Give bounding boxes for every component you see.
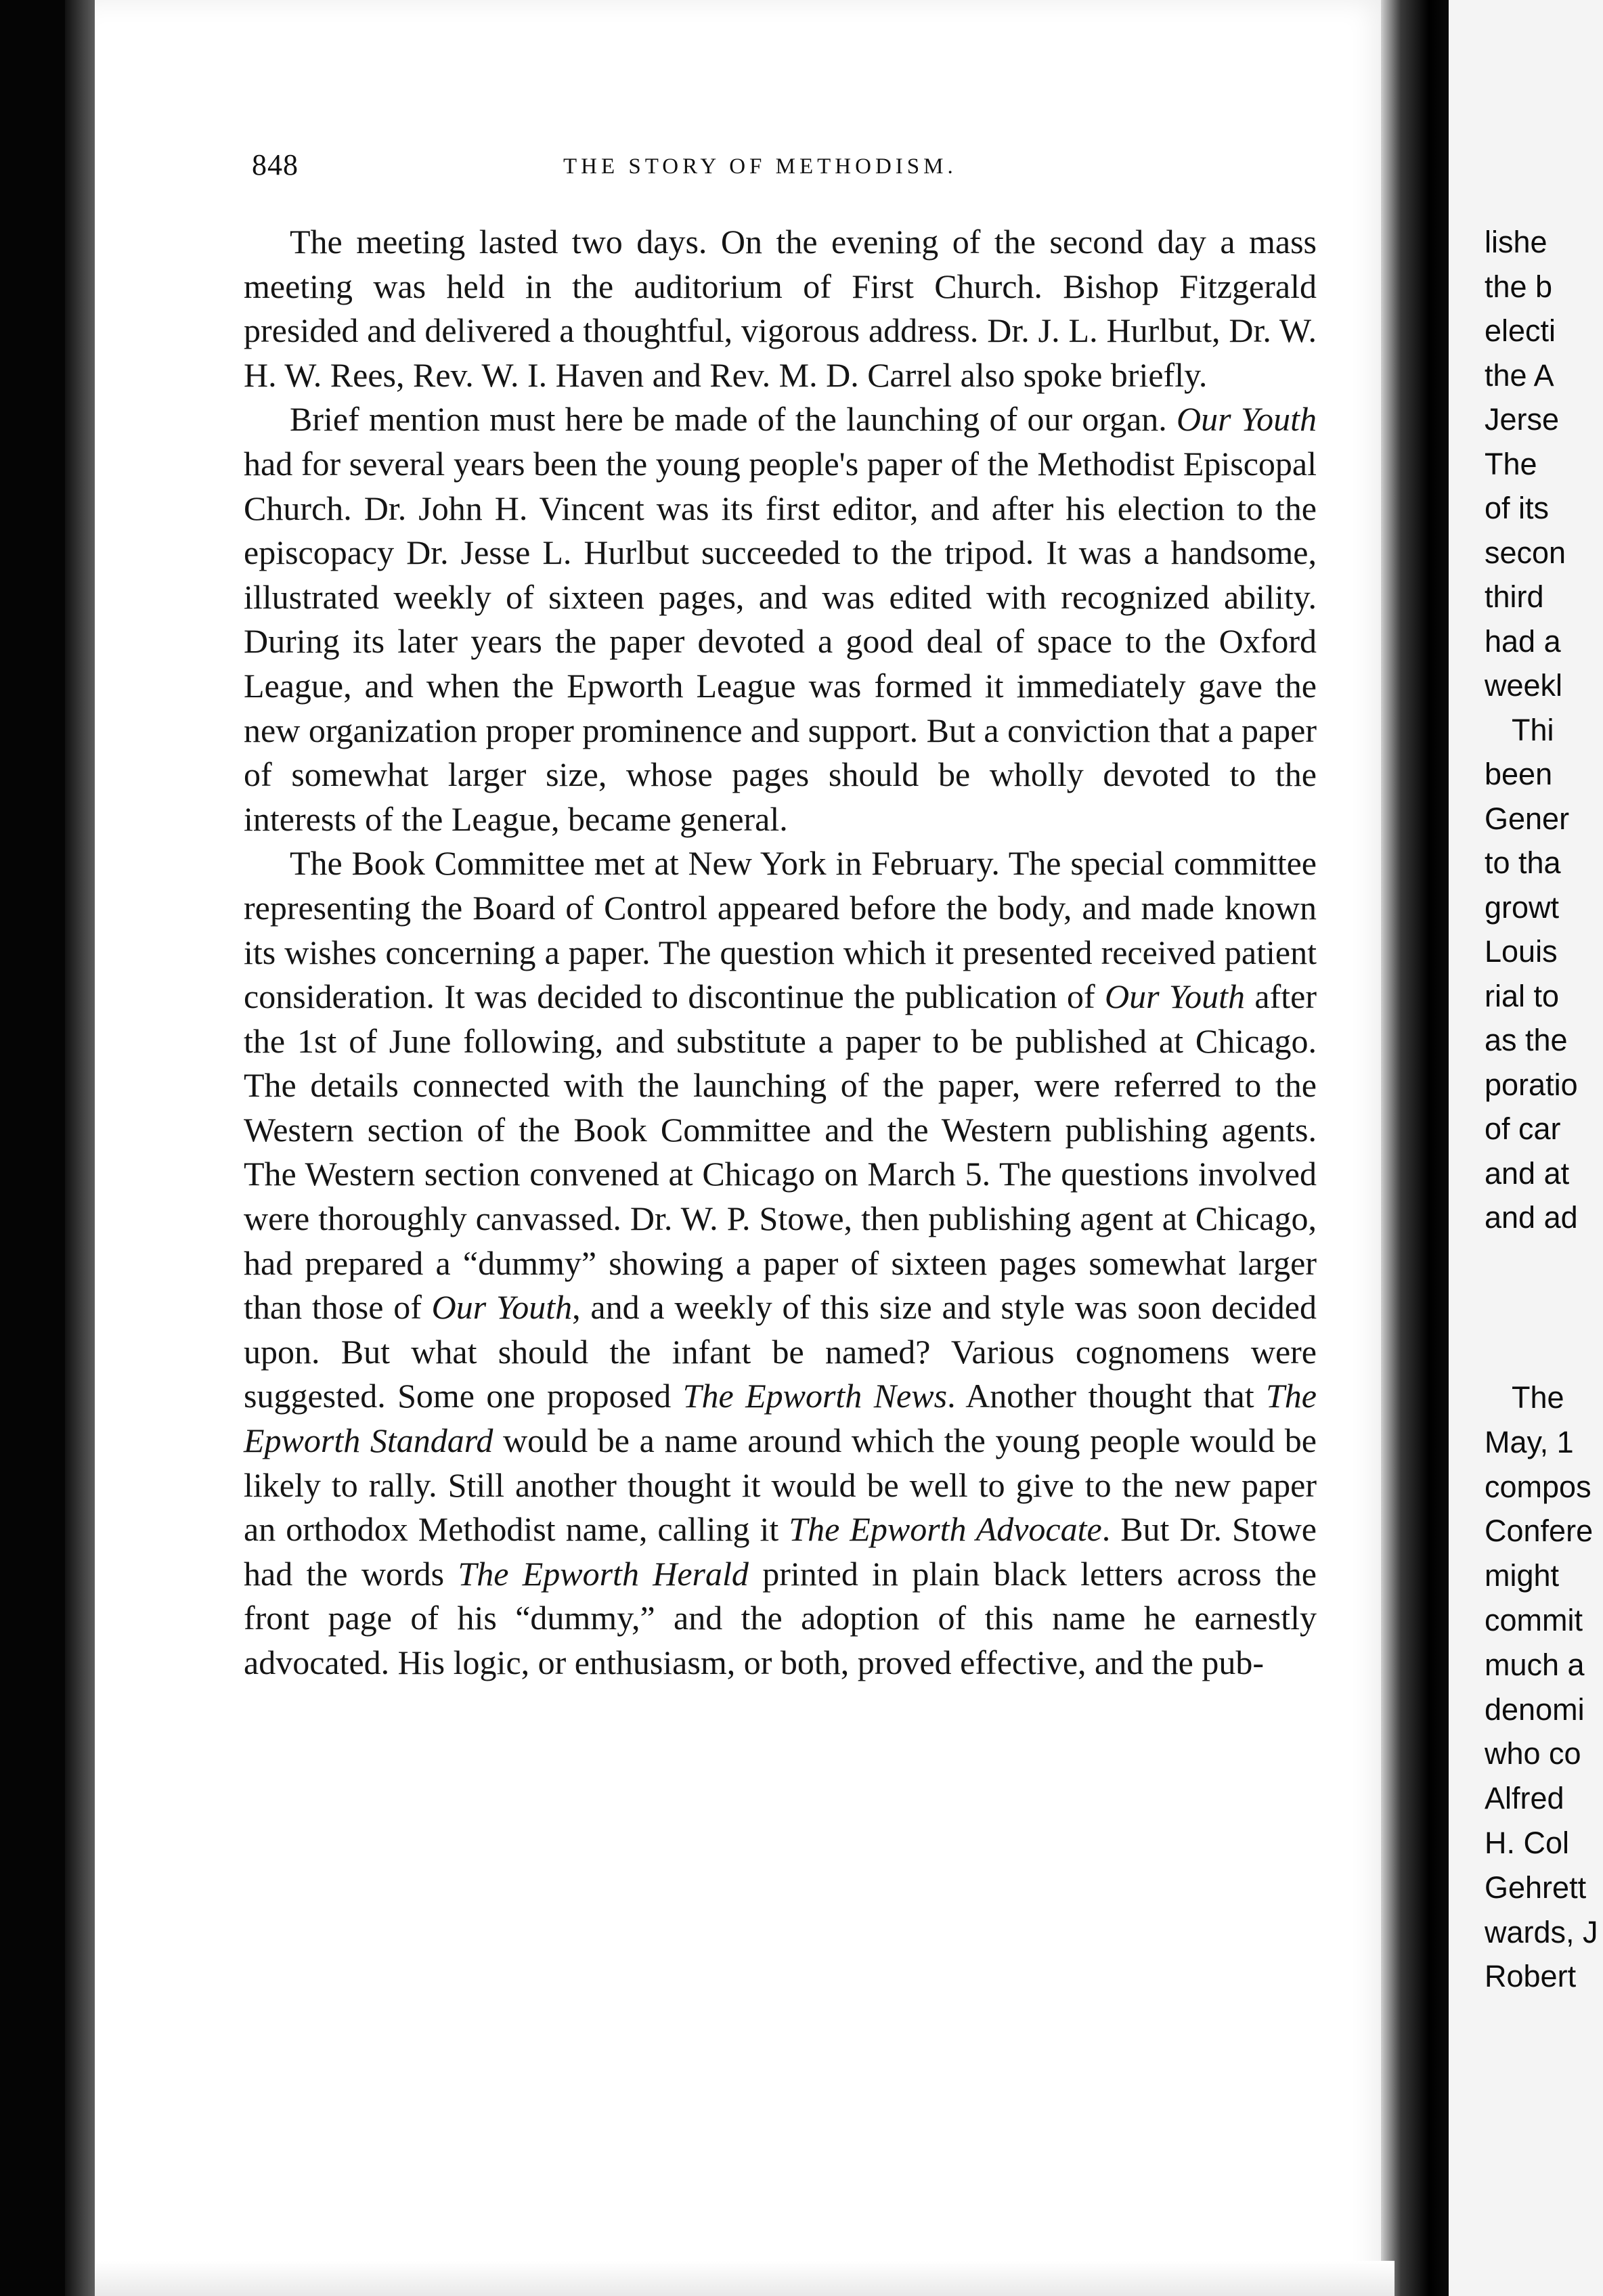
right-page-text-lower [1485,1375,1603,1999]
italic-title: Our Youth [1105,977,1246,1016]
right-page-line: commit [1485,1602,1583,1637]
right-page-line: Gehrett [1485,1870,1587,1905]
right-page-line: Confere [1485,1514,1594,1549]
right-page-line: lishe [1485,225,1547,259]
right-page-line: of its [1485,491,1550,525]
page-header [252,148,1321,188]
paragraph-2 [244,397,1317,841]
right-page-line: Gener [1485,801,1570,836]
paragraph-1 [244,220,1317,397]
right-page-line: May, 1 [1485,1424,1574,1459]
italic-title: The Epworth Standard [244,1377,1317,1460]
running-head: THE STORY OF METHODISM. [563,154,957,179]
italic-title: The Epworth Advocate [789,1510,1102,1549]
right-page-line: third [1485,579,1544,614]
right-page-line: weekl [1485,668,1563,703]
right-page-line: The [1485,446,1537,481]
italic-title: Our Youth [1177,400,1317,439]
italic-title: The Epworth Herald [458,1554,749,1593]
right-page-line: Jerse [1485,402,1560,437]
right-page-text-upper [1485,220,1603,1240]
right-page-line: poratio [1485,1067,1578,1102]
right-page-line: Thi [1512,712,1554,747]
text-run: would be a name around which the young people would be likely to rally. Still another thought it would be well to give to the new paper an orthodox Methodist name, calling it [244,1421,1317,1549]
right-page-line: been [1485,757,1553,791]
right-page-line: who co [1485,1736,1581,1771]
italic-title: The Epworth News [682,1377,948,1415]
paragraph-3 [244,841,1317,1685]
text-run: . But Dr. Stowe had the words [244,1510,1317,1593]
text-run: had for several years been the young people's paper of the Methodist Episcopal Church. Dr. John H. Vincent was its first editor, and after his election to the episcopacy Dr. Jesse L. Hurlbut succeeded to the tripod. It was a handsome, illustrated weekly of sixteen pages, and was edited with recognized ability. During its later years the paper devoted a good deal of space to the Oxford League, and when the Epworth League was formed it immediately gave the new organization proper prominence and support. But a conviction that a paper of somewhat larger size, whose pages should be wholly devoted to the interests of the League, became general. [244,444,1317,838]
text-run: after the 1st of June following, and substitute a paper to be published at Chicago. The details connected with the launching of the paper, were referred to the Western section of the Book Committee and the Western publishing agents. The Western section convened at Chicago on March 5. The questions involved were thoroughly canvassed. Dr. W. P. Stowe, then publishing agent at Chicago, had prepared a “dummy” showing a paper of sixteen pages somewhat larger than those of [244,977,1317,1327]
right-page-line: The [1512,1380,1564,1415]
right-page-line: much a [1485,1647,1585,1682]
right-page-line: the b [1485,269,1553,304]
page-bottom-shadow [95,2261,1395,2296]
scan-left-edge [0,0,95,2296]
right-page-line: of car [1485,1111,1561,1146]
text-run: Brief mention must here be made of the launching of our organ. [290,400,1177,439]
italic-title: Our Youth [431,1288,573,1327]
right-page-line: electi [1485,313,1556,348]
right-page-line: and at [1485,1155,1570,1191]
right-page-line: Alfred [1485,1781,1564,1816]
right-page-line: Robert [1485,1959,1577,1994]
right-page-line: wards, J [1485,1914,1598,1949]
right-page-line: growt [1485,889,1560,925]
right-page-line: H. Col [1485,1825,1570,1860]
text-run: , and a weekly of this size and style was soon decided upon. But what should the infant be named? Various cognomens were suggested. Some one proposed [244,1288,1317,1415]
body-text [244,220,1317,1685]
page-number: 848 [252,148,299,181]
right-page-line: and ad [1485,1200,1578,1235]
right-page-line: to tha [1485,845,1561,880]
right-page-line: rial to [1485,978,1560,1013]
right-page-line: as the [1485,1023,1568,1057]
right-page-line: might [1485,1558,1560,1593]
text-run: printed in plain black letters across the front page of his “dummy,” and the adoption of this name he earnestly advocated. His logic, or enthusiasm, or both, proved effective, and the pub- [244,1554,1317,1681]
text-run: The meeting lasted two days. On the evening of the second day a mass meeting was held in the auditorium of First Church. Bishop Fitzgerald presided and delivered a thoughtful, vigorous address. Dr. J. L. Hurlbut, Dr. W. H. W. Rees, Rev. W. I. Haven and Rev. M. D. Carrel also spoke briefly. [244,223,1317,394]
right-page-line: secon [1485,535,1566,570]
right-page-line: had a [1485,623,1561,659]
text-run: . Another thought that [947,1377,1266,1415]
right-page-line: compos [1485,1469,1591,1504]
right-page-line: Louis [1485,934,1558,969]
text-run: The Book Committee met at New York in February. The special committee representing the Board of Control appeared before the body, and made known its wishes concerning a paper. The question which it presented received patient consideration. It was decided to discontinue the publication of [244,844,1317,1016]
right-page-line: the A [1485,357,1554,393]
right-page-line: denomi [1485,1692,1585,1727]
